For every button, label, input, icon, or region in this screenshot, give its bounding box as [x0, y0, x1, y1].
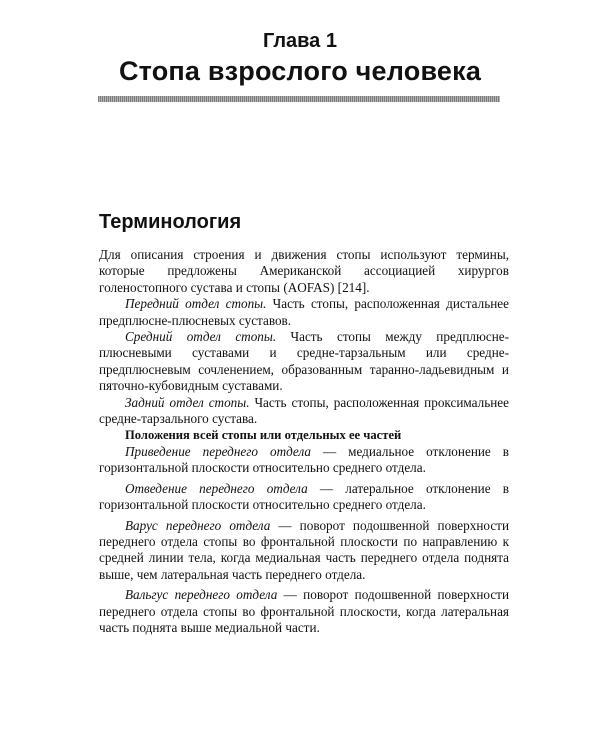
section-heading: Терминология — [99, 211, 242, 233]
position-text: — поворот подошвенной поверхности переднего отдела стопы во фронтальной плоскости, когда латеральная часть поднята выше медиальной части. — [99, 587, 509, 635]
subsection-heading: Положения всей стопы или отдельных ее частей — [125, 428, 402, 443]
chapter-label: Глава 1 — [262, 30, 337, 52]
definition-term: Средний отдел стопы. — [125, 329, 277, 345]
definition-term: Передний отдел стопы. — [125, 296, 267, 312]
position-text: — латеральное отклонение в горизонтальной плоскости относительно среднего отдела. — [99, 480, 509, 513]
position-text: — медиальное отклонение в горизонтальной плоскости относительно среднего отдела. — [99, 443, 509, 476]
definition-text: Часть стопы между предплюсне-плюсневыми суставами и средне-тарзальным или средне-предплюсневым сочленением, образованным таранно-ладьевидным и пяточно-кубовидным суставами. — [99, 329, 509, 394]
chapter-title: Стопа взрослого человека — [118, 56, 482, 86]
position-term: Варус переднего отдела — [125, 517, 271, 533]
definition-text: Часть стопы, расположенная проксимальнее средне-тарзального сустава. — [99, 394, 509, 427]
position-text: — поворот подошвенной поверхности переднего отдела стопы во фронтальной плоскости по направлению к средней линии тела, когда медиальная часть переднего отдела поднята выше, чем латеральная часть переднего отдела. — [99, 517, 510, 582]
definition-paragraph — [99, 329, 509, 395]
position-paragraph — [99, 518, 509, 584]
position-paragraph — [99, 481, 509, 514]
position-paragraph — [99, 444, 509, 477]
definition-term: Задний отдел стопы. — [125, 394, 250, 410]
position-term: Приведение переднего отдела — [125, 443, 311, 459]
intro-paragraph: Для описания строения и движения стопы используют термины, которые предложены Американской ассоциацией хирургов голеностопного сустава и стопы (AOFAS) [214]. — [99, 247, 509, 295]
definition-paragraph — [99, 395, 509, 428]
chapter-divider — [98, 96, 500, 102]
position-term: Вальгус переднего отдела — [125, 587, 278, 603]
position-term: Отведение переднего отдела — [125, 480, 308, 496]
body-text — [99, 247, 509, 636]
position-paragraph — [99, 587, 509, 636]
definition-text: Часть стопы, расположенная дистальнее предплюсне-плюсневых суставов. — [99, 296, 509, 328]
definition-paragraph — [99, 296, 509, 329]
